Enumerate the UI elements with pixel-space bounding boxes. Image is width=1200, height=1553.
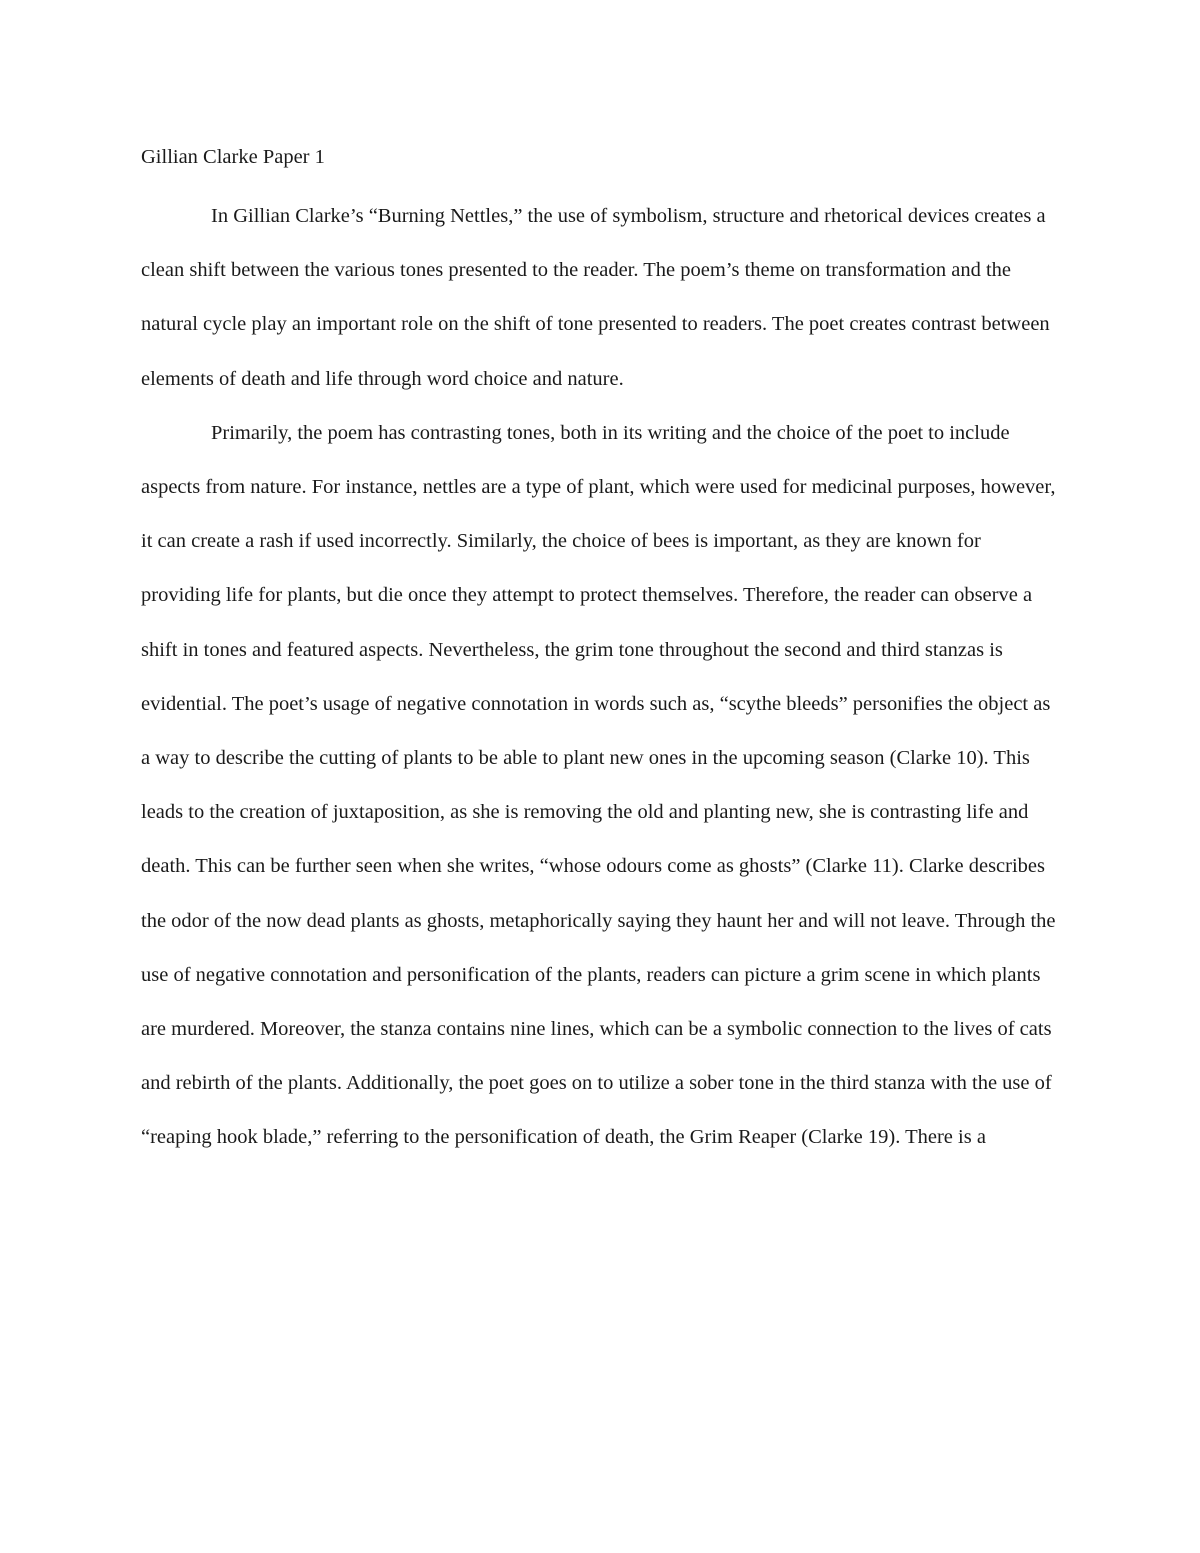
document-heading: Gillian Clarke Paper 1 bbox=[141, 146, 325, 168]
paragraph-introduction: In Gillian Clarke’s “Burning Nettles,” the use of symbolism, structure and rhetorical devices creates a clean shift between the various tones presented to the reader. The poem’s theme on transformation and the natural cycle play an important role on the shift of tone presented to readers. The poet creates contrast between elements of death and life through word choice and nature. bbox=[141, 205, 1050, 390]
paragraph-body: Primarily, the poem has contrasting tones, both in its writing and the choice of the poet to include aspects from nature. For instance, nettles are a type of plant, which were used for medicinal purposes, however, it can create a rash if used incorrectly. Similarly, the choice of bees is important, as they are known for providing life for plants, but die once they attempt to protect themselves. Therefore, the reader can observe a shift in tones and featured aspects. Nevertheless, the grim tone throughout the second and third stanzas is evidential. The poet’s usage of negative connotation in words such as, “scythe bleeds” personifies the object as a way to describe the cutting of plants to be able to plant new ones in the upcoming season (Clarke 10). This leads to the creation of juxtaposition, as she is removing the old and planting new, she is contrasting life and death. This can be further seen when she writes, “whose odours come as ghosts” (Clarke 11). Clarke describes the odor of the now dead plants as ghosts, metaphorically saying they haunt her and will not leave. Through the use of negative connotation and personification of the plants, readers can picture a grim scene in which plants are murdered. Moreover, the stanza contains nine lines, which can be a symbolic connection to the lives of cats and rebirth of the plants. Additionally, the poet goes on to utilize a sober tone in the third stanza with the use of “reaping hook blade,” referring to the personification of death, the Grim Reaper (Clarke 19). There is a bbox=[141, 421, 1056, 1149]
document-body bbox=[141, 135, 1061, 1165]
